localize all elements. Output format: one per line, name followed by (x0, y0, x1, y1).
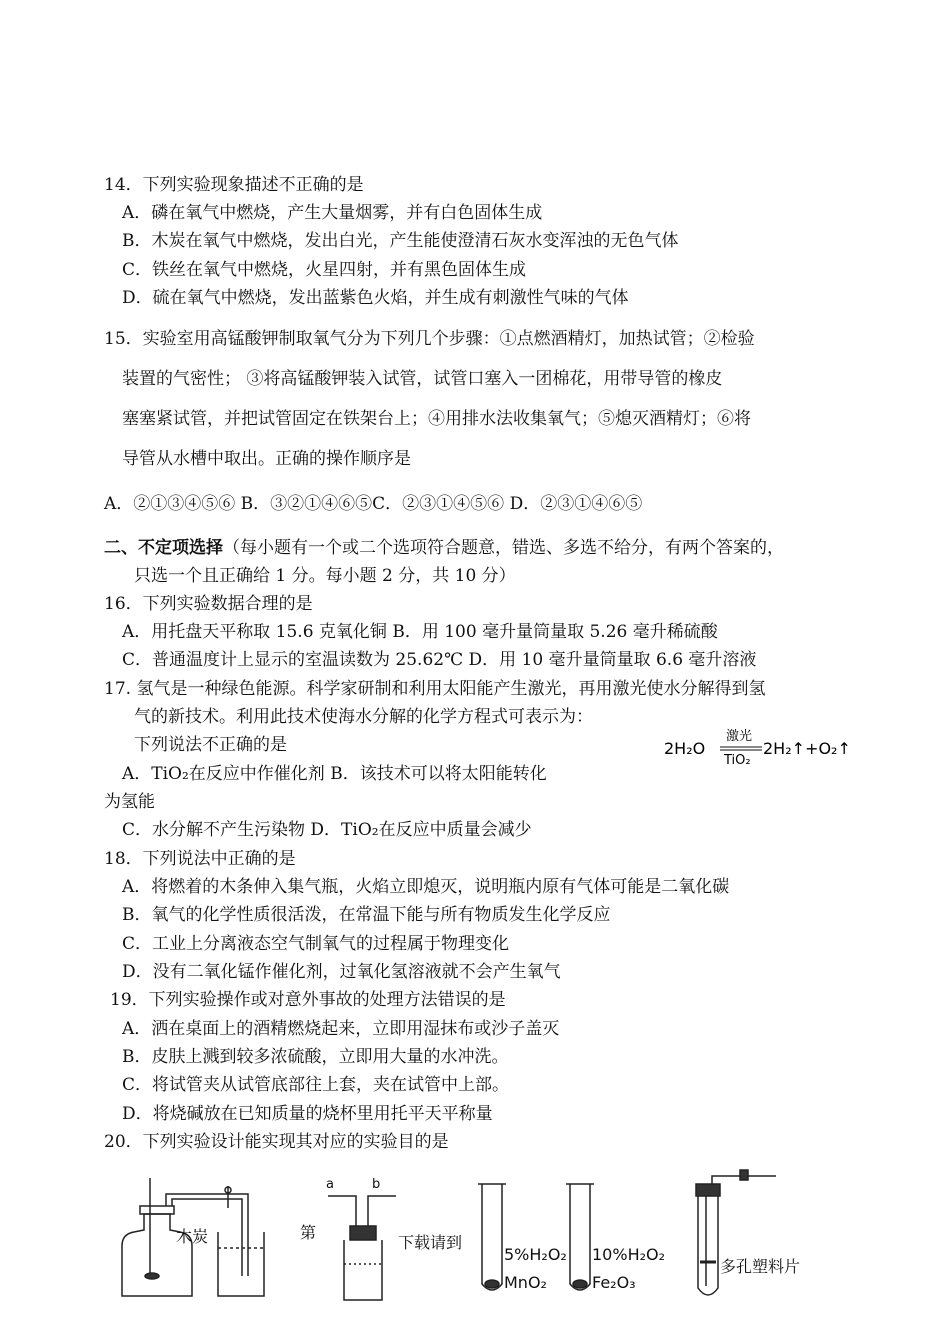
q18-option-c: C．工业上分离液态空气制氧气的过程属于物理变化 (122, 934, 510, 954)
fig3-test-tube (478, 1184, 506, 1290)
fig2-apparatus (328, 1196, 396, 1300)
q16-stem: 16．下列实验数据合理的是 (104, 594, 313, 614)
fig2-stopper (350, 1226, 376, 1240)
q20-stem: 20．下列实验设计能实现其对应的实验目的是 (104, 1132, 449, 1152)
fig4-tube (570, 1184, 590, 1290)
q15-stem-line-1: 15．实验室用高锰酸钾制取氧气分为下列几个步骤：①点燃酒精灯，加热试管；②检验 (104, 329, 755, 349)
q14-option-d: D．硫在氧气中燃烧，发出蓝紫色火焰，并生成有刺激性气味的气体 (122, 288, 629, 308)
q19-option-c: C．将试管夹从试管底部往上套，夹在试管中上部。 (122, 1075, 510, 1095)
fig2-label-a: a (326, 1177, 334, 1192)
q15-stem-line-4: 导管从水槽中取出。正确的操作顺序是 (122, 449, 411, 469)
q18-option-b: B．氧气的化学性质很活泼，在常温下能与所有物质发生化学反应 (122, 905, 611, 925)
q14-option-a: A．磷在氧气中燃烧，产生大量烟雾，并有白色固体生成 (122, 203, 543, 223)
q16-options-row-2: C．普通温度计上显示的室温读数为 25.62℃ D．用 10 毫升量筒量取 6.6 毫升溶液 (122, 650, 757, 670)
q15-stem-line-2: 装置的气密性； ③将高锰酸钾装入试管，试管口塞入一团棉花，用带导管的橡皮 (122, 369, 723, 389)
fig3-label-2: MnO₂ (504, 1273, 547, 1292)
fig3-tube (482, 1184, 502, 1290)
q18-option-d: D．没有二氧化锰作催化剂，过氧化氢溶液就不会产生氧气 (122, 962, 561, 982)
fig5-stopper (696, 1184, 720, 1196)
q14-option-c: C．铁丝在氧气中燃烧，火星四射，并有黑色固体生成 (122, 260, 527, 280)
fig5-label: 多孔塑料片 (720, 1257, 801, 1276)
q14-stem: 14．下列实验现象描述不正确的是 (104, 175, 364, 195)
q17-stem-2: 气的新技术。利用此技术使海水分解的化学方程式可表示为： (134, 707, 593, 727)
fig1-label: 木炭 (176, 1227, 209, 1246)
q14-option-b: B．木炭在氧气中燃烧，发出白光，产生能使澄清石灰水变浑浊的无色气体 (122, 231, 679, 251)
fig3-label-1: 5%H₂O₂ (504, 1245, 567, 1264)
fig1-beaker (218, 1232, 264, 1296)
q19-option-b: B．皮肤上溅到较多浓硫酸，立即用大量的水冲洗。 (122, 1047, 509, 1067)
equation-above: 激光 (726, 729, 753, 744)
fig3-catalyst (485, 1280, 499, 1288)
fig5-apparatus (696, 1170, 776, 1295)
equation-left: 2H₂O (664, 739, 706, 758)
q17-options-cd: C．水分解不产生污染物 D．TiO₂在反应中质量会减少 (122, 820, 532, 840)
fig1-charcoal (145, 1273, 159, 1279)
q18-option-a: A．将燃着的木条伸入集气瓶，火焰立即熄灭，说明瓶内原有气体可能是二氧化碳 (122, 877, 730, 897)
q17-options-ab-cont: 为氢能 (104, 792, 155, 812)
q19-option-a: A．洒在桌面上的酒精燃烧起来，立即用湿抹布或沙子盖灭 (122, 1019, 560, 1039)
fig4-catalyst (573, 1280, 587, 1288)
fig1-stopper (140, 1206, 174, 1214)
q16-options-row-1: A．用托盘天平称取 15.6 克氧化铜 B．用 100 毫升量筒量取 5.26 毫升稀硫酸 (122, 622, 718, 642)
fig4-label-1: 10%H₂O₂ (592, 1245, 666, 1264)
section2-title: 二、不定项选择 (104, 538, 223, 558)
q19-stem: 19．下列实验操作或对意外事故的处理方法错误的是 (110, 990, 506, 1010)
fig2-label-b: b (372, 1177, 381, 1192)
q20-figures (100, 1168, 840, 1310)
fig2-overlay-2: 下载请到 (398, 1233, 463, 1252)
q15-stem-line-3: 塞塞紧试管，并把试管固定在铁架台上；④用排水法收集氧气；⑤熄灭酒精灯；⑥将 (122, 409, 751, 429)
section2-heading (104, 537, 784, 559)
fig4-test-tube (566, 1184, 594, 1290)
q15-options: A．②①③④⑤⑥ B．③②①④⑥⑤C．②③①④⑤⑥ D．②③①④⑥⑤ (104, 494, 643, 514)
equation-right: 2H₂↑+O₂↑ (763, 739, 851, 758)
fig2-bottle (344, 1240, 382, 1300)
q19-option-d: D．将烧碱放在已知质量的烧杯里用托平天平称量 (122, 1104, 493, 1124)
q17-options-ab: A．TiO₂在反应中作催化剂 B．该技术可以将太阳能转化 (122, 764, 547, 784)
q18-stem: 18．下列说法中正确的是 (104, 849, 296, 869)
q17-stem-3: 下列说法不正确的是 (134, 735, 287, 755)
fig5-valve (740, 1170, 748, 1180)
fig5-tube (698, 1194, 718, 1295)
q17-equation (660, 722, 900, 770)
q17-stem-1: 17. 氢气是一种绿色能源。科学家研制和利用太阳能产生激光，再用激光使水分解得到氢 (104, 679, 766, 699)
section2-desc-1: （每小题有一个或二个选项符合题意，错选、多选不给分，有两个答案的， (223, 538, 784, 558)
equation-below: TiO₂ (724, 753, 751, 768)
fig4-label-2: Fe₂O₃ (592, 1273, 636, 1292)
section2-desc-2: 只选一个且正确给 1 分。每小题 2 分，共 10 分） (134, 566, 516, 586)
fig2-overlay-1: 第 (300, 1223, 317, 1242)
